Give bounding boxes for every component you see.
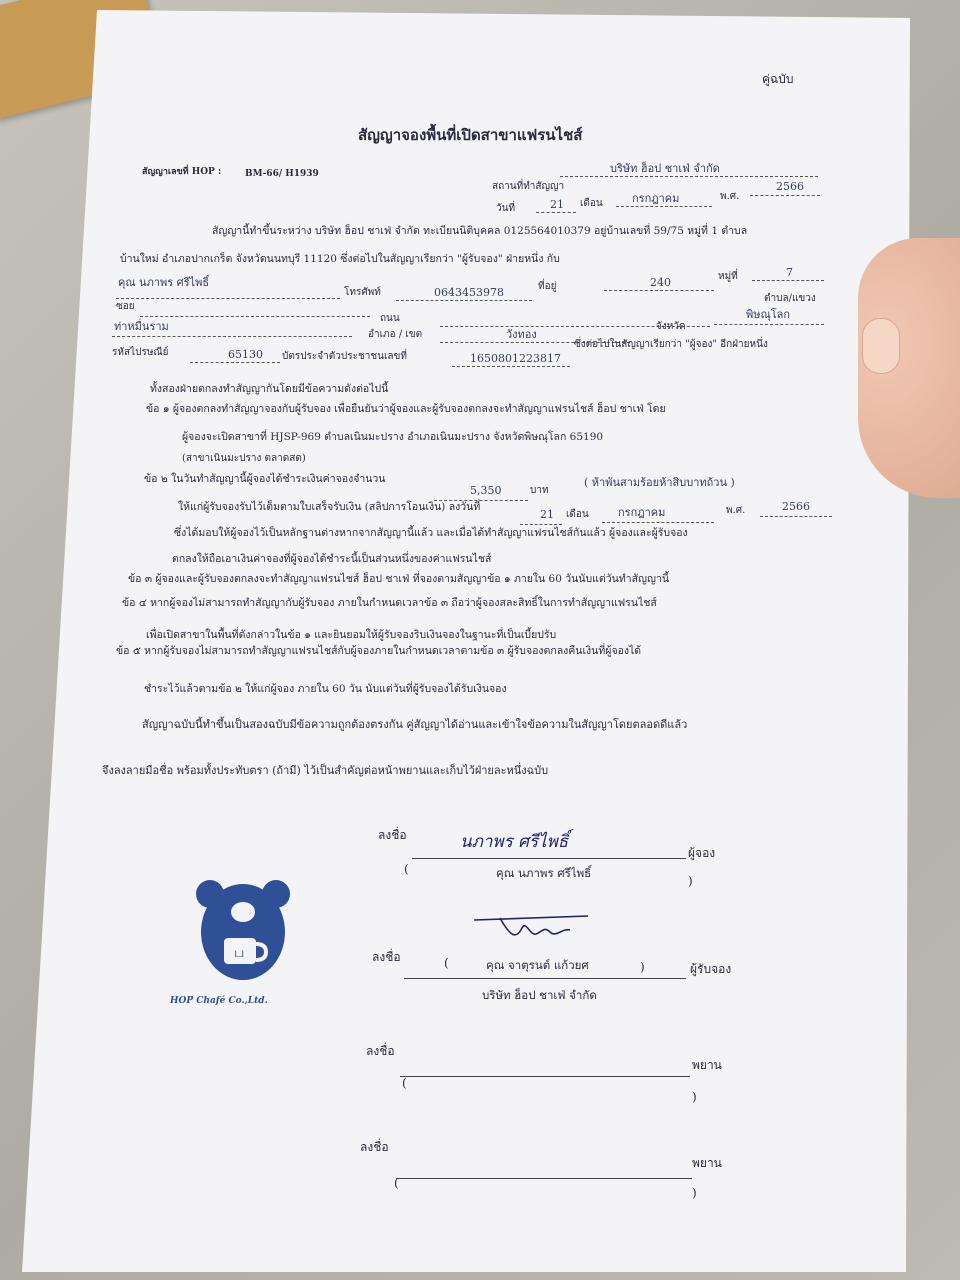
id-label: บัตรประจำตัวประชาชนเลขที่ — [282, 351, 407, 362]
province-line — [714, 324, 824, 325]
subdistrict-value: ท่าหมื่นราม — [114, 320, 169, 333]
closing-line-2: จึงลงลายมือชื่อ พร้อมทั้งประทับตรา (ถ้ามี) ไว้เป็นสำคัญต่อหน้าพยานและเก็บไว้ฝ่ายละหนึ่งฉบับ — [102, 764, 549, 777]
paren-open-3: ( — [402, 1076, 407, 1090]
day-line — [536, 212, 576, 213]
reserver-role: ผู้จอง — [688, 846, 716, 860]
paren-close-1: ) — [688, 874, 693, 888]
place-value: บริษัท ฮ็อป ชาเฟ่ จำกัด — [610, 162, 720, 175]
district-value: วังทอง — [506, 328, 537, 341]
address-label: ที่อยู่ — [538, 281, 557, 292]
sign-label-4: ลงชื่อ — [360, 1140, 389, 1154]
phone-line — [396, 300, 532, 301]
receipt-month-line — [602, 522, 714, 523]
paren-open-4: ( — [394, 1176, 399, 1190]
receipt-month: กรกฎาคม — [618, 506, 666, 519]
road-label: ถนน — [380, 313, 400, 324]
hop-chafe-bear-logo — [188, 876, 298, 1001]
month-label: เดือน — [580, 198, 603, 209]
receipt-year-label: พ.ศ. — [726, 505, 746, 516]
id-line — [452, 366, 570, 367]
page-title: สัญญาจองพื้นที่เปิดสาขาแฟรนไชส์ — [358, 126, 583, 144]
intro-line-1: สัญญานี้ทำขึ้นระหว่าง บริษัท ฮ็อป ชาเฟ่ จำกัด ทะเบียนนิติบุคคล 0125564010379 อยู่บ้านเลขที่ 59/75 หมู่ที่ 1 ตำบล — [212, 225, 748, 237]
reserver-suffix: ซึ่งต่อไปในสัญญาเรียกว่า "ผู้จอง" อีกฝ่ายหนึ่ง — [574, 339, 768, 350]
day-value: 21 — [550, 198, 564, 211]
party-name: คุณ นภาพร ศรีไพธิ์ — [118, 276, 210, 289]
paren-close-3: ) — [692, 1090, 697, 1104]
reserver-name: คุณ นภาพร ศรีไพธิ์ — [496, 866, 592, 880]
house-no-line — [604, 290, 714, 291]
clause-2-line-3: ซึ่งได้มอบให้ผู้จองไว้เป็นหลักฐานต่างหากจากสัญญานี้แล้ว และเมื่อได้ทำสัญญาแฟรนไชส์กันแล้ว ผู้จองและผู้รับจอง — [174, 527, 688, 539]
moo-label: หมู่ที่ — [718, 271, 738, 282]
province-label: จังหวัด — [656, 321, 686, 332]
postal-value: 65130 — [228, 348, 263, 361]
phone-label: โทรศัพท์ — [344, 287, 381, 298]
postal-label: รหัสไปรษณีย์ — [112, 347, 169, 358]
clause-1-line-1: ข้อ ๑ ผู้จองตกลงทำสัญญาจองกับผู้รับจอง เพื่อยืนยันว่าผู้จองและผู้รับจองตกลงจะทำสัญญาแฟรนไชส์ ฮ็อป ชาเฟ่ โดย — [146, 403, 666, 415]
thumb — [862, 318, 900, 374]
date-label: วันที่ — [496, 203, 516, 214]
sign-line-3 — [400, 1076, 690, 1077]
svg-text:ப: ப — [234, 945, 245, 961]
province-value: พิษณุโลก — [746, 308, 791, 321]
clause-4-line-2: เพื่อเปิดสาขาในพื้นที่ดังกล่าวในข้อ ๑ และยินยอมให้ผู้รับจองริบเงินจองในฐานะที่เป็นเบี้ยปรับ — [146, 629, 557, 641]
paren-open-2: ( — [444, 956, 449, 970]
sign-line-4 — [396, 1178, 692, 1179]
clause-2-line-2: ให้แก่ผู้รับจองรับไว้เต็มตามใบเสร็จรับเงิน (สลิปการโอนเงิน) ลงวันที่ — [178, 501, 481, 513]
reserver-signature: นภาพร ศรีไพธิ์ — [460, 832, 569, 852]
party-name-line — [116, 298, 340, 299]
paren-close-2: ) — [640, 960, 645, 974]
clause-5-line-1: ข้อ ๕ หากผู้รับจองไม่สามารถทำสัญญาแฟรนไชส์กับผู้จองภายในกำหนดเวลาตามข้อ ๓ ผู้รับจองตกลงคืนเงินที่ผู้จองได้ — [116, 645, 642, 657]
clause-3-line-1: ข้อ ๓ ผู้จองและผู้รับจองตกลงจะทำสัญญาแฟรนไชส์ ฮ็อป ชาเฟ่ ที่จองตามสัญญาข้อ ๑ ภายใน 60 วันนับแต่วันทำสัญญานี้ — [128, 573, 670, 585]
clause-1-line-3: (สาขาเนินมะปราง ตลาดสด) — [182, 453, 306, 464]
sign-label-2: ลงชื่อ — [372, 950, 401, 964]
contract-no-label: สัญญาเลขที่ HOP : — [142, 167, 222, 177]
agree-line: ทั้งสองฝ่ายตกลงทำสัญญากันโดยมีข้อความดังต่อไปนี้ — [150, 383, 389, 395]
sign-label-1: ลงชื่อ — [378, 828, 407, 842]
receipt-year: 2566 — [782, 500, 810, 513]
clause-1-line-2: ผู้จองจะเปิดสาขาที่ HJSP-969 ตำบลเนินมะปราง อำเภอเนินมะปราง จังหวัดพิษณุโลก 65190 — [182, 431, 604, 443]
year-label: พ.ศ. — [720, 191, 740, 202]
receipt-month-label: เดือน — [566, 509, 589, 520]
logo-text: HOP Chafé Co.,Ltd. — [170, 996, 268, 1006]
deposit-amount-text: ( ห้าพันสามร้อยห้าสิบบาทถ้วน ) — [584, 476, 735, 489]
postal-line — [190, 362, 280, 363]
receiver-company: บริษัท ฮ็อป ชาเฟ่ จำกัด — [482, 988, 597, 1002]
baht-label: บาท — [530, 485, 549, 496]
witness-role-2: พยาน — [692, 1156, 722, 1170]
month-value: กรกฎาคม — [632, 192, 680, 205]
district-label: อำเภอ / เขต — [368, 329, 423, 340]
place-label: สถานที่ทำสัญญา — [492, 181, 565, 192]
receipt-day: 21 — [540, 508, 554, 521]
receiver-role: ผู้รับจอง — [690, 962, 732, 976]
receiver-signature — [470, 906, 600, 946]
soi-label: ซอย — [116, 301, 135, 312]
place-line — [560, 176, 818, 177]
receiver-name: คุณ จาตุรนต์ แก้วยศ — [486, 958, 589, 972]
year-value: 2566 — [776, 180, 804, 193]
witness-role-1: พยาน — [692, 1058, 722, 1072]
house-no-value: 240 — [650, 276, 671, 289]
receipt-day-line — [520, 524, 562, 525]
intro-line-2: บ้านใหม่ อำเภอปากเกร็ด จังหวัดนนทบุรี 11120 ซึ่งต่อไปในสัญญาเรียกว่า "ผู้รับจอง" ฝ่ายหนึ่ง กับ — [120, 253, 560, 265]
subdistrict-label: ตำบล/แขวง — [764, 293, 816, 304]
clause-4-line-1: ข้อ ๔ หากผู้จองไม่สามารถทำสัญญากับผู้รับจอง ภายในกำหนดเวลาข้อ ๓ ถือว่าผู้จองสละสิทธิ์ในการทำสัญญาแฟรนไชส์ — [122, 597, 657, 609]
closing-line-1: สัญญาฉบับนี้ทำขึ้นเป็นสองฉบับมีข้อความถูกต้องตรงกัน คู่สัญญาได้อ่านและเข้าใจข้อความในสัญญาโดยตลอดดีแล้ว — [142, 718, 688, 731]
clause-2-line-4: ตกลงให้ถือเอาเงินค่าจองที่ผู้จองได้ชำระนี้เป็นส่วนหนึ่งของค่าแฟรนไชส์ — [172, 553, 492, 565]
year-line — [750, 195, 820, 196]
id-value: 1650801223817 — [470, 352, 561, 365]
receipt-year-line — [760, 516, 832, 517]
subdistrict-line — [112, 336, 352, 337]
clause-2-label: ข้อ ๒ ในวันทำสัญญานี้ผู้จองได้ชำระเงินค่าจองจำนวน — [144, 473, 386, 485]
sign-line-1 — [412, 858, 686, 859]
sign-line-2 — [404, 978, 686, 979]
moo-line — [752, 280, 824, 281]
paren-close-4: ) — [692, 1186, 697, 1200]
copy-label: คู่ฉบับ — [762, 72, 794, 86]
contract-no: BM-66/ H1939 — [245, 169, 319, 179]
paren-open-1: ( — [404, 862, 409, 876]
phone-value: 0643453978 — [434, 286, 504, 299]
moo-value: 7 — [786, 266, 793, 279]
soi-line — [140, 316, 370, 317]
deposit-amount: 5,350 — [470, 484, 502, 497]
sign-label-3: ลงชื่อ — [366, 1044, 395, 1058]
clause-5-line-2: ชำระไว้แล้วตามข้อ ๒ ให้แก่ผู้จอง ภายใน 60 วัน นับแต่วันที่ผู้รับจองได้รับเงินจอง — [144, 683, 507, 695]
month-line — [616, 206, 712, 207]
